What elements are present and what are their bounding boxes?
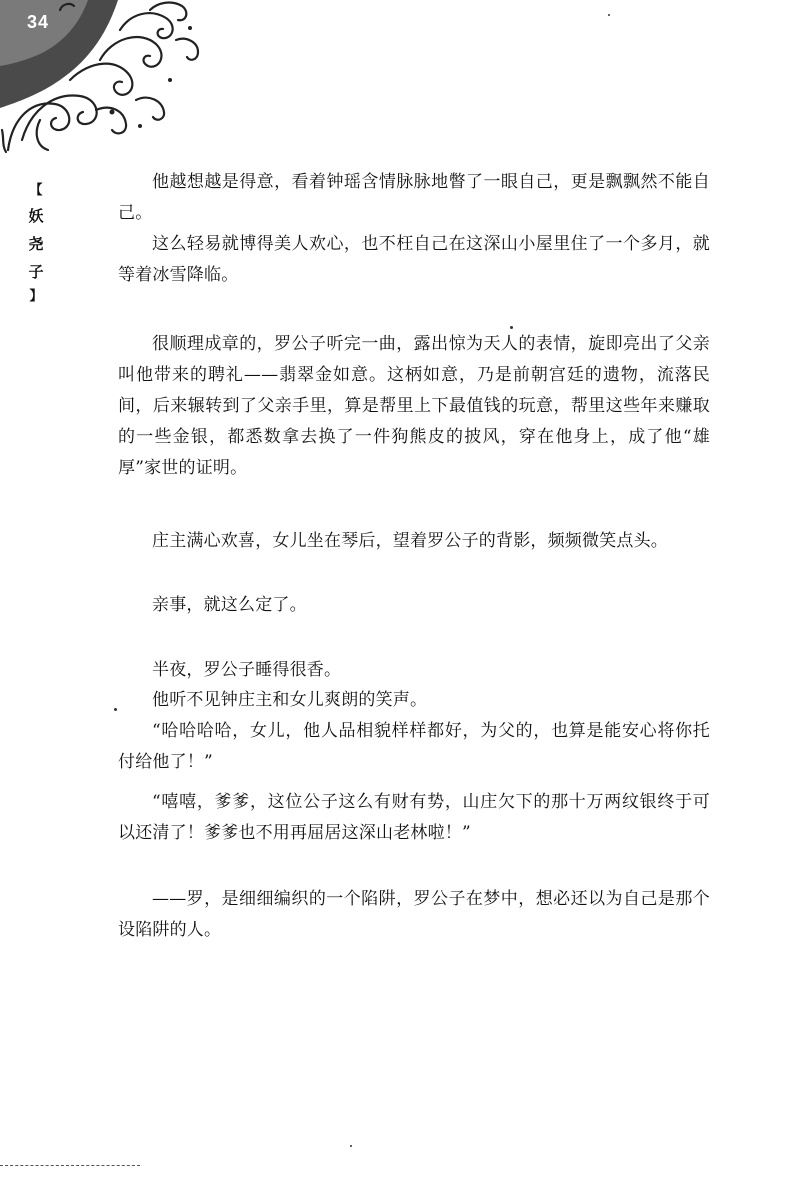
paragraph-1: 他越想越是得意，看着钟瑶含情脉脉地瞥了一眼自己，更是飘飘然不能自己。	[118, 172, 710, 223]
page-number: 34	[27, 12, 50, 32]
title-char-1: 妖	[28, 207, 44, 225]
paragraph-4: 庄主满心欢喜，女儿坐在琴后，望着罗公子的背影，频频微笑点头。	[152, 531, 668, 551]
paragraph-6: 半夜，罗公子睡得很香。	[152, 660, 342, 680]
paragraph-3: 很顺理成章的，罗公子听完一曲，露出惊为天人的表情，旋即亮出了父亲叫他带来的聘礼——翡翠金如意。这柄如意，乃是前朝宫廷的遗物，流落民间，后来辗转到了父亲手里，算是帮里上下最值钱的玩意，帮里这些年来赚取的一些金银，都悉数拿去换了一件狗熊皮的披风，穿在他身上，成了他“雄厚”家世的证明。	[118, 334, 710, 478]
scan-speck	[350, 1145, 352, 1147]
book-title-vertical	[28, 182, 44, 306]
scan-speck	[114, 708, 117, 711]
bottom-rule	[0, 1165, 140, 1166]
title-char-2: 尧	[28, 235, 44, 253]
paragraph-9: “嘻嘻，爹爹，这位公子这么有财有势，山庄欠下的那十万两纹银终于可以还清了！爹爹也不用再屈居这深山老林啦！”	[118, 792, 710, 843]
paragraph-10: ——罗，是细细编织的一个陷阱，罗公子在梦中，想必还以为自己是那个设陷阱的人。	[118, 889, 710, 940]
title-char-3: 子	[28, 263, 44, 281]
paragraph-7: 他听不见钟庄主和女儿爽朗的笑声。	[152, 690, 428, 710]
scan-speck	[608, 14, 610, 16]
title-open-bracket: 【	[29, 183, 43, 198]
paragraph-8: “哈哈哈哈，女儿，他人品相貌样样都好，为父的，也算是能安心将你托付给他了！”	[118, 721, 710, 772]
scan-speck	[510, 326, 513, 329]
paragraph-2: 这么轻易就博得美人欢心，也不枉自己在这深山小屋里住了一个多月，就等着冰雪降临。	[118, 234, 710, 285]
title-close-bracket: 】	[29, 289, 43, 304]
paragraph-5: 亲事，就这么定了。	[152, 595, 307, 615]
